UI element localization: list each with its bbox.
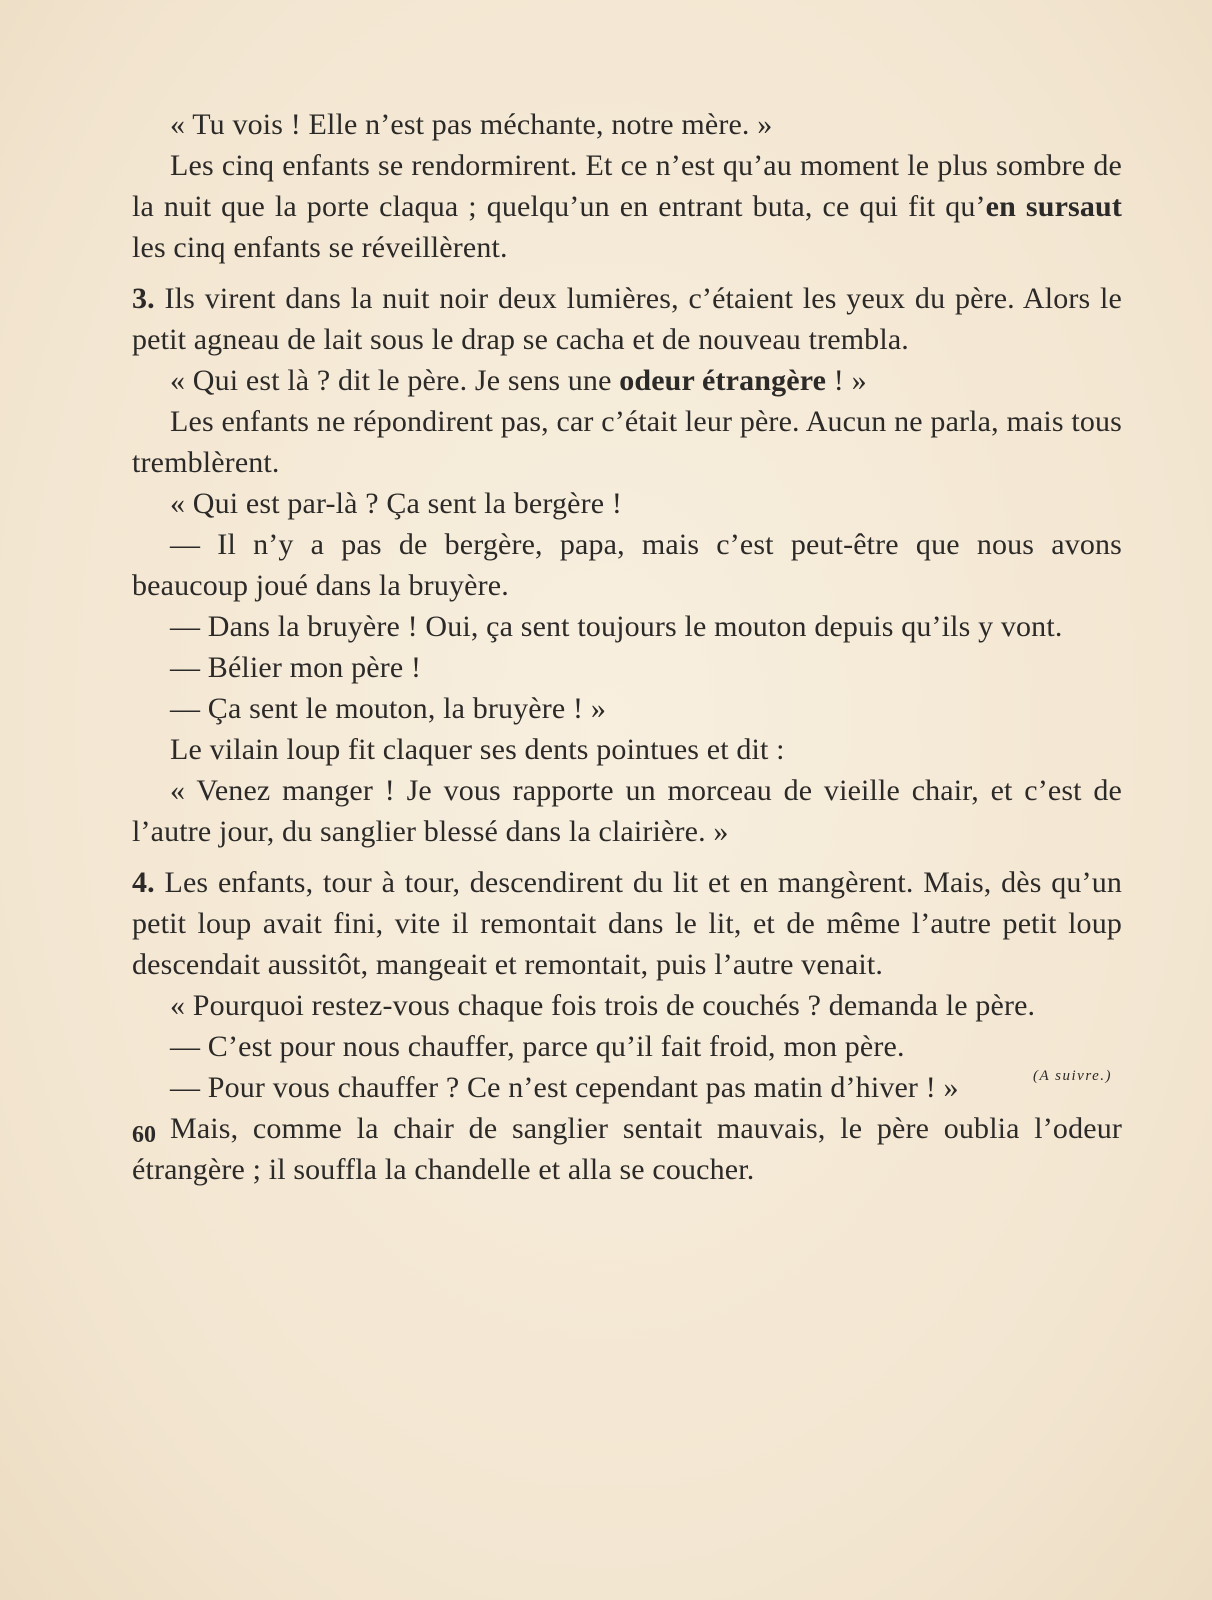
paragraph: — Ça sent le mouton, la bruyère ! »	[170, 692, 606, 725]
paragraph: Les enfants ne répondirent pas, car c’était leur père. Aucun ne parla, mais tous tremblèrent.	[132, 405, 1122, 479]
paragraph: Le vilain loup fit claquer ses dents pointues et dit :	[170, 733, 785, 766]
story-text	[132, 104, 1122, 1190]
paragraph: « Venez manger ! Je vous rapporte un morceau de vieille chair, et c’est de l’autre jour, du sanglier blessé dans la clairière. »	[132, 774, 1122, 848]
paragraph: — Il n’y a pas de bergère, papa, mais c’est peut-être que nous avons beaucoup joué dans la bruyère.	[132, 528, 1122, 602]
page-number: 60	[132, 1122, 156, 1148]
paragraph: — Bélier mon père !	[170, 651, 422, 684]
paragraph: Les cinq enfants se rendormirent. Et ce n’est qu’au moment le plus sombre de la nuit que la porte claqua ; quelqu’un en entrant buta, ce qui fit qu’en sursaut les cinq enfants se réveillèrent.	[132, 149, 1122, 264]
paragraph: « Pourquoi restez-vous chaque fois trois de couchés ? demanda le père.	[170, 989, 1036, 1022]
paragraph: « Qui est par-là ? Ça sent la bergère !	[170, 487, 623, 520]
paragraph: « Tu vois ! Elle n’est pas méchante, notre mère. »	[170, 108, 773, 141]
paragraph: « Qui est là ? dit le père. Je sens une odeur étrangère ! »	[170, 364, 867, 397]
paragraph: — C’est pour nous chauffer, parce qu’il fait froid, mon père.	[170, 1030, 905, 1063]
numbered-paragraph: 3. Ils virent dans la nuit noir deux lumières, c’étaient les yeux du père. Alors le petit agneau de lait sous le drap se cacha et de nouveau trembla.	[132, 282, 1122, 356]
paragraph: — Dans la bruyère ! Oui, ça sent toujours le mouton depuis qu’ils y vont.	[170, 610, 1063, 643]
numbered-paragraph: 4. Les enfants, tour à tour, descendirent du lit et en mangèrent. Mais, dès qu’un petit loup avait fini, vite il remontait dans le lit, et de même l’autre petit loup descendait aussitôt, mangeait et remontait, puis l’autre venait.	[132, 866, 1122, 981]
bold-phrase: en sursaut	[985, 190, 1122, 223]
bold-phrase: odeur étrangère	[619, 364, 827, 397]
paragraph: Mais, comme la chair de sanglier sentait mauvais, le père oublia l’odeur étrangère ; il souffla la chandelle et alla se coucher.	[132, 1112, 1122, 1186]
paragraph: — Pour vous chauffer ? Ce n’est cependant pas matin d’hiver ! »	[170, 1071, 959, 1104]
section-number: 3.	[132, 282, 155, 315]
to-be-continued-note: (A suivre.)	[1033, 1068, 1112, 1084]
section-number: 4.	[132, 866, 155, 899]
